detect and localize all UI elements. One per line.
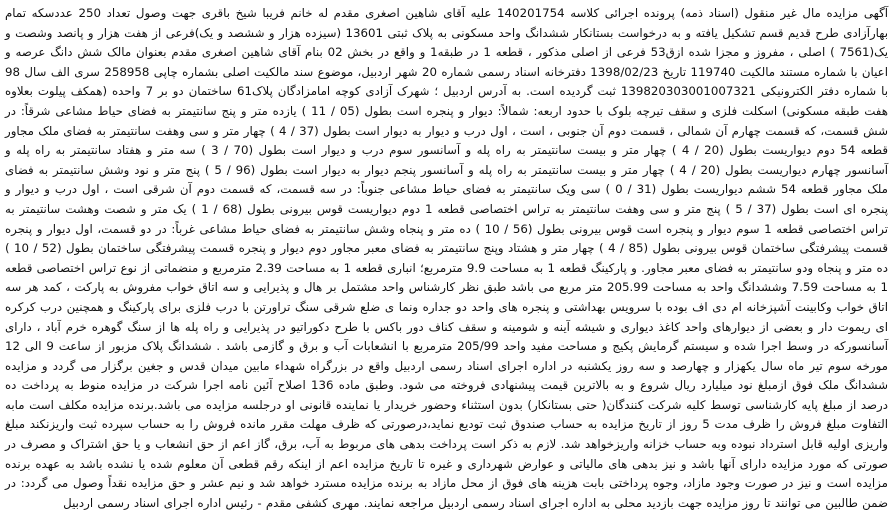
notice-text: آگهی مزایده مال غیر منقول (اسناد ذمه) پرونده اجرائی کلاسه 140201754 علیه آقای شاهین اصغری مقدم له خانم فریبا شیخ باقری جهت وصول تعداد 250 عددسکه تمام بهارآزادی طرح قدیم قسم تشکیل یافته و به درخواست بستانکار ششدانگ واحد مسکونی به پلاک ثبتی 13601 (سیزده هزار و ششصد و یک)فرعی از هفت هزار و پانصد وشصت و یک(7561 ) اصلی ، مفروز و مجزا شده ازق53 فرعی از اصلی مذکور ، قطعه 1 در طبقه1 و واقع در بخش 02 بنام آقای شاهین اصغری مقدم بعنوان مالک شش دانگ عرصه و اعیان با شماره مستند مالکیت 119740 تاریخ 1398/02/23 دفترخانه اسناد رسمی شماره 20 شهر اردبیل، موضوع سند مالکیت اصلی بشماره چاپی 258958 سری الف سال 98 با شماره دفتر الکترونیکی 139820303001007321 ثبت گردیده است. به آدرس اردبیل ؛ شهرک آزادی کوچه امامزادگان پلاک61 ساختمان دو بر 7 واحده (همکف پیلوت بعلاوه هفت طبقه مسکونی) اسکلت فلزی و سقف تیرچه بلوک با حدود اربعه: شمالاً: دیوار و پنجره است بطول (05 / 11 ) یازده متر و پنج سانتیمتر به فضای حیاط مشاعی شرقاً: در شش قسمت، که قسمت چهارم آن شمالی ، قسمت دوم آن جنوبی ، است ، اول درب و دیوار به دیوار است بطول (37 / 4 ) چهار متر و سی وهفت سانتیمتر به فضای ملک مجاور قطعه 54 دوم دیواریست بطول (20 / 4 ) چهار متر و بیست سانتیمتر به راه پله و آسانسور سوم درب و دیوار است بطول (70 / 3 ) سه متر و هفتاد سانتیمتر به راه پله و آسانسور چهارم دیواریست بطول (20 / 4 ) چهار متر و بیست سانتیمتر به راه پله و آسانسور پنجم دیوار به دیوار است بطول (96 / 5 ) پنج متر و نود وشش سانتیمتر به فضای ملک مجاور قطعه 54 ششم دیواریست بطول (31 / 0 ) سی ویک سانتیمتر به فضای حیاط مشاعی جنوباً: در سه قسمت، که قسمت دوم آن شرقی است ، اول درب و دیوار و پنجره ای است بطول (37 / 5 ) پنج متر و سی وهفت سانتیمتر به تراس اختصاصی قطعه 1 دوم دیواریست قوس بیرونی بطول (68 / 1 ) یک متر و شصت وهشت سانتیمتر به تراس اختصاصی قطعه 1 سوم دیوار و پنجره است قوس بیرونی بطول (56 / 10 ) ده متر و پنجاه وشش سانتیمتر به فضای حیاط مشاعی غرباً: در دو قسمت، اول دیوار و پنجره قسمت پیشرفتگی ساختمان قوس بیرونی بطول (85 / 4 ) چهار متر و هشتاد وپنج سانتیمتر به فضای معبر مجاور دوم دیوار و پنجره قسمت پیشرفتگی ساختمان بطول (52 / 10 ) ده متر و پنجاه ودو سانتیمتر به فضای معبر مجاور. و پارکینگ قطعه 1 به مساحت 9.9 مترمربع؛ انباری قطعه 1 به مساحت 2.39 مترمربع و منضماتی از نوع تراس اختصاصی قطعه 1 به مساحت 7.59 وششدانگ واحد به مساحت 205.99 متر مربع می باشد طبق نظر کارشناس واحد مشتمل بر هال و پذیرایی و سه اتاق خواب مفروش به پارکت ، کمد هر سه اتاق خواب وکابینت آشپزخانه ام دی اف بوده با سرویس بهداشتی و پنجره های واحد دو جداره ونما ی ضلع شرقی سنگ تراورتن با درب فلزی برای پارکینگ و همچنین درب کرکره ای ریموت دار و بعضی از دیوارهای واحد کاغذ دیواری و شیشه آینه و شومینه و سقف کناف دور باکس با طرح دکوراتیو در پذیرایی و راه پله ها از سنگ گوهره خرم آباد ، دارای آسانسورکه در وسط اجرا شده و سیستم گرمایش پکیج و مساحت مفید واحد 205/99 مترمربع با انشعابات آب و برق و گازمی باشد . ششدانگ پلاک مزبور از ساعت 9 الی 12 مورخه سوم تیر ماه سال یکهزار و چهارصد و سه روز یکشنبه در اداره اجرای اسناد رسمی اردبیل واقع در بزرگراه شهداء مابین میدان قدس و جغین برگزار می گردد و مزایده ششدانگ ملک فوق ازمبلغ نود میلیارد ریال شروع و به بالاترین قیمت پیشنهادی فروخته می شود. وطبق ماده 136 اصلاح آئین نامه اجرا شرکت در مزایده منوط به پرداخت ده درصد از مبلغ پایه کارشناسی توسط کلیه شرکت کنندگان( حتی بستانکار) بدون استثناء وحضور خریدار یا نماینده قانونی او درجلسه مزایده می باشد.برنده مزایده مکلف است مابه التفاوت مبلغ فروش را ظرف مدت 5 روز از تاریخ مزایده به حساب صندوق ثبت تودیع نماید،درصورتی که ظرف مهلت مقرر مانده فروش را به حساب سپرده ثبت واریزنکند مبلغ واریزی اولیه قابل استرداد نبوده وبه حساب خزانه واریزخواهد شد. لازم به ذکر است پرداخت بدهی های مربوط به آب، برق، گاز اعم از حق انشعاب و یا حق اشتراک و مصرف در صورتی که مورد مزایده دارای آنها باشد و نیز بدهی های مالیاتی و عوارض شهرداری و غیره تا تاریخ مزایده اعم از اینکه رقم قطعی آن معلوم شده یا نشده باشد به عهده برنده مزایده است و نیز در صورت وجود مازاد، وجوه پرداختی بابت هزینه های فوق از محل مازاد به برنده مزایده مسترد خواهد شد و نیم عشر و حق مزایده نقداً وصول می گردد: در ضمن طالبین می توانند تا روز مزایده جهت بازدید محلی به اداره اجرای اسناد رسمی اردبیل مراجعه نمایند. مهری کشفی مقدم - رئیس اداره اجرای اسناد رسمی اردبیل [5,6,889,510]
